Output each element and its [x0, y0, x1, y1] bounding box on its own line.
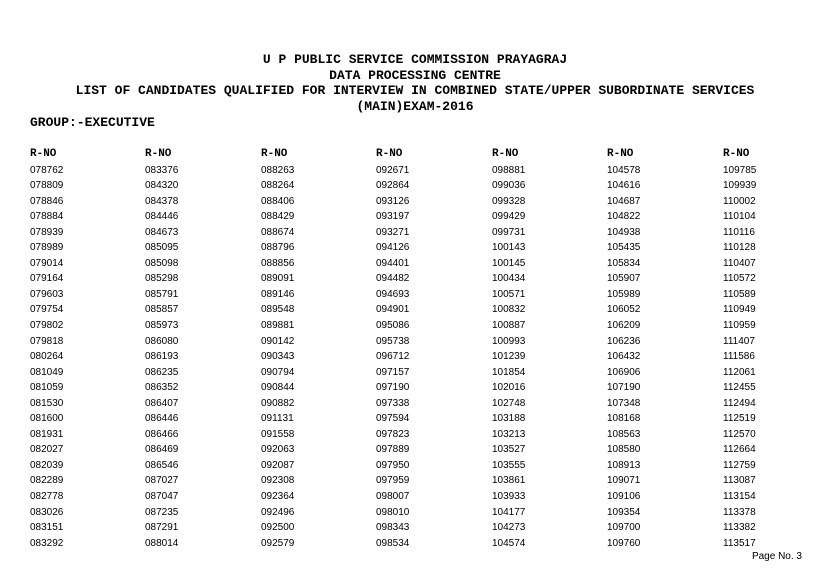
roll-number-cell: 108580: [607, 444, 641, 456]
roll-number-cell: 098343: [376, 522, 410, 534]
roll-number-cell: 097594: [376, 413, 410, 425]
roll-number-cell: 083376: [145, 164, 179, 176]
roll-number-cell: 103527: [492, 444, 526, 456]
roll-number-cell: 105907: [607, 273, 641, 285]
roll-number-cell: 086469: [145, 444, 179, 456]
roll-number-cell: 103188: [492, 413, 526, 425]
roll-number-cell: 088263: [261, 164, 295, 176]
roll-number-cell: 086193: [145, 351, 179, 363]
roll-number-cell: 104687: [607, 195, 641, 207]
roll-number-cell: 106209: [607, 320, 641, 332]
roll-number-cell: 109106: [607, 491, 641, 503]
roll-number-cell: 079014: [30, 257, 64, 269]
roll-number-cell: 088429: [261, 211, 295, 223]
roll-number-cell: 106236: [607, 335, 641, 347]
roll-number-cell: 092063: [261, 444, 295, 456]
roll-number-cell: 102748: [492, 397, 526, 409]
roll-number-cell: 088674: [261, 226, 295, 238]
roll-number-cell: 079802: [30, 320, 64, 332]
column-header: R-NO: [376, 148, 403, 160]
roll-number-cell: 092364: [261, 491, 295, 503]
roll-number-cell: 100832: [492, 304, 526, 316]
roll-number-column: [492, 147, 525, 551]
roll-number-cell: 088264: [261, 180, 295, 192]
roll-number-column: [261, 147, 294, 551]
roll-number-cell: 094693: [376, 288, 410, 300]
roll-number-cell: 094126: [376, 242, 410, 254]
roll-number-cell: 078989: [30, 242, 64, 254]
roll-number-cell: 097190: [376, 382, 410, 394]
roll-number-cell: 104273: [492, 522, 526, 534]
roll-number-cell: 078809: [30, 180, 64, 192]
roll-number-cell: 086546: [145, 459, 179, 471]
roll-number-cell: 113378: [723, 506, 756, 518]
roll-number-cell: 110002: [723, 195, 756, 207]
roll-number-cell: 083026: [30, 506, 64, 518]
roll-number-cell: 112759: [723, 459, 756, 471]
roll-number-cell: 089548: [261, 304, 295, 316]
roll-number-column: [723, 147, 756, 551]
roll-number-cell: 082039: [30, 459, 64, 471]
roll-number-cell: 088856: [261, 257, 295, 269]
roll-number-cell: 099328: [492, 195, 526, 207]
roll-number-cell: 113087: [723, 475, 756, 487]
roll-number-cell: 109760: [607, 537, 641, 549]
roll-number-cell: 085098: [145, 257, 179, 269]
column-header: R-NO: [261, 148, 288, 160]
roll-number-cell: 110572: [723, 273, 756, 285]
roll-number-cell: 099429: [492, 211, 526, 223]
roll-number-cell: 099731: [492, 226, 526, 238]
roll-number-cell: 105989: [607, 288, 641, 300]
commission-title: U P PUBLIC SERVICE COMMISSION PRAYAGRAJ: [262, 52, 568, 67]
roll-number-cell: 090343: [261, 351, 295, 363]
roll-number-cell: 093271: [376, 226, 410, 238]
roll-number-cell: 086407: [145, 397, 179, 409]
roll-number-column: [376, 147, 409, 551]
roll-number-cell: 100571: [492, 288, 526, 300]
roll-number-cell: 078762: [30, 164, 64, 176]
column-header: R-NO: [492, 148, 519, 160]
roll-number-cell: 110407: [723, 257, 756, 269]
roll-number-cell: 111407: [723, 335, 755, 347]
column-header: R-NO: [607, 148, 634, 160]
roll-number-cell: 083151: [30, 522, 64, 534]
roll-number-cell: 092496: [261, 506, 295, 518]
roll-number-cell: 108563: [607, 428, 641, 440]
roll-number-cell: 103555: [492, 459, 526, 471]
roll-number-cell: 099036: [492, 180, 526, 192]
roll-number-cell: 104574: [492, 537, 526, 549]
roll-number-cell: 100434: [492, 273, 526, 285]
roll-number-cell: 100887: [492, 320, 526, 332]
roll-number-cell: 089091: [261, 273, 295, 285]
roll-number-cell: 098534: [376, 537, 410, 549]
roll-number-cell: 078939: [30, 226, 64, 238]
roll-number-cell: 092087: [261, 459, 295, 471]
roll-number-cell: 096712: [376, 351, 410, 363]
roll-number-cell: 086080: [145, 335, 179, 347]
document-header: [0, 52, 830, 114]
roll-number-cell: 081530: [30, 397, 64, 409]
roll-number-cell: 078846: [30, 195, 64, 207]
roll-number-cell: 089881: [261, 320, 295, 332]
roll-number-cell: 100993: [492, 335, 526, 347]
roll-number-cell: 098007: [376, 491, 410, 503]
column-header: R-NO: [723, 148, 750, 160]
roll-number-cell: 097889: [376, 444, 410, 456]
roll-number-cell: 101854: [492, 366, 526, 378]
roll-number-cell: 104616: [607, 180, 641, 192]
roll-number-cell: 091131: [261, 413, 294, 425]
roll-number-cell: 100145: [492, 257, 526, 269]
roll-number-cell: 113382: [723, 522, 756, 534]
roll-number-cell: 110116: [723, 226, 755, 238]
centre-title: DATA PROCESSING CENTRE: [329, 67, 501, 83]
roll-number-cell: 106432: [607, 351, 641, 363]
roll-number-cell: 110104: [723, 211, 756, 223]
roll-number-cell: 085973: [145, 320, 179, 332]
roll-number-cell: 110959: [723, 320, 756, 332]
roll-number-cell: 106052: [607, 304, 641, 316]
roll-number-cell: 078884: [30, 211, 64, 223]
roll-number-cell: 090794: [261, 366, 295, 378]
roll-number-cell: 106906: [607, 366, 641, 378]
roll-number-cell: 079164: [30, 273, 64, 285]
roll-number-cell: 109700: [607, 522, 641, 534]
roll-number-column: [145, 147, 178, 551]
roll-number-cell: 104938: [607, 226, 641, 238]
roll-number-cell: 097338: [376, 397, 410, 409]
roll-number-cell: 110589: [723, 288, 756, 300]
roll-number-cell: 098010: [376, 506, 410, 518]
roll-number-cell: 088406: [261, 195, 295, 207]
roll-number-cell: 085298: [145, 273, 179, 285]
roll-number-cell: 086446: [145, 413, 179, 425]
roll-number-cell: 087291: [145, 522, 179, 534]
roll-number-cell: 090844: [261, 382, 295, 394]
roll-number-cell: 092308: [261, 475, 295, 487]
roll-number-cell: 095086: [376, 320, 410, 332]
roll-number-column: [607, 147, 640, 551]
roll-number-cell: 088014: [145, 537, 179, 549]
roll-number-cell: 104177: [492, 506, 526, 518]
roll-number-cell: 083292: [30, 537, 64, 549]
roll-number-cell: 110128: [723, 242, 756, 254]
roll-number-cell: 092671: [376, 164, 410, 176]
roll-number-cell: 111586: [723, 351, 755, 363]
roll-number-cell: 081059: [30, 382, 64, 394]
roll-number-cell: 085095: [145, 242, 179, 254]
roll-number-cell: 084446: [145, 211, 179, 223]
roll-number-cell: 101239: [492, 351, 526, 363]
roll-number-cell: 081600: [30, 413, 64, 425]
roll-number-cell: 090142: [261, 335, 295, 347]
roll-number-cell: 093197: [376, 211, 410, 223]
roll-number-cell: 112519: [723, 413, 756, 425]
roll-number-cell: 094901: [376, 304, 410, 316]
roll-number-cell: 092864: [376, 180, 410, 192]
roll-number-cell: 104822: [607, 211, 641, 223]
roll-number-cell: 103861: [492, 475, 526, 487]
roll-number-cell: 113154: [723, 491, 756, 503]
roll-number-cell: 105435: [607, 242, 641, 254]
roll-number-cell: 087235: [145, 506, 179, 518]
roll-number-cell: 109939: [723, 180, 757, 192]
roll-number-cell: 084378: [145, 195, 179, 207]
roll-number-cell: 112494: [723, 397, 756, 409]
roll-number-cell: 098881: [492, 164, 526, 176]
roll-number-cell: 100143: [492, 242, 526, 254]
roll-number-cell: 103933: [492, 491, 526, 503]
roll-number-cell: 094401: [376, 257, 410, 269]
roll-number-cell: 088796: [261, 242, 295, 254]
roll-number-cell: 084320: [145, 180, 179, 192]
roll-number-cell: 112455: [723, 382, 756, 394]
roll-number-cell: 079603: [30, 288, 64, 300]
roll-number-cell: 080264: [30, 351, 64, 363]
roll-number-cell: 095738: [376, 335, 410, 347]
roll-number-cell: 097157: [376, 366, 410, 378]
roll-number-cell: 092500: [261, 522, 295, 534]
roll-number-cell: 110949: [723, 304, 756, 316]
roll-number-column: [30, 147, 63, 551]
column-header: R-NO: [30, 148, 57, 160]
roll-number-cell: 086352: [145, 382, 179, 394]
roll-number-cell: 103213: [492, 428, 526, 440]
roll-number-cell: 090882: [261, 397, 295, 409]
roll-number-cell: 093126: [376, 195, 410, 207]
roll-number-cell: 107348: [607, 397, 641, 409]
roll-number-cell: 108168: [607, 413, 641, 425]
roll-number-cell: 094482: [376, 273, 410, 285]
roll-number-cell: 105834: [607, 257, 641, 269]
roll-number-cell: 107190: [607, 382, 641, 394]
roll-number-cell: 082027: [30, 444, 64, 456]
roll-number-cell: 097950: [376, 459, 410, 471]
roll-number-cell: 085791: [145, 288, 179, 300]
roll-number-cell: 109354: [607, 506, 641, 518]
roll-number-cell: 081049: [30, 366, 64, 378]
roll-number-cell: 102016: [492, 382, 526, 394]
page-number: Page No. 3: [751, 551, 802, 562]
roll-number-cell: 108913: [607, 459, 641, 471]
roll-number-cell: 097959: [376, 475, 410, 487]
list-title: LIST OF CANDIDATES QUALIFIED FOR INTERVIEW IN COMBINED STATE/UPPER SUBORDINATE SERVICES: [75, 83, 755, 98]
roll-number-cell: 084673: [145, 226, 179, 238]
roll-number-cell: 091558: [261, 428, 295, 440]
roll-number-cell: 087027: [145, 475, 179, 487]
column-header: R-NO: [145, 148, 172, 160]
exam-title: (MAIN)EXAM-2016: [356, 98, 474, 114]
roll-number-cell: 112570: [723, 428, 756, 440]
roll-number-cell: 079818: [30, 335, 64, 347]
roll-number-cell: 092579: [261, 537, 295, 549]
roll-number-cell: 086235: [145, 366, 179, 378]
roll-number-cell: 079754: [30, 304, 64, 316]
roll-number-cell: 087047: [145, 491, 179, 503]
roll-number-cell: 113517: [723, 537, 756, 549]
roll-number-cell: 085857: [145, 304, 179, 316]
roll-number-cell: 104578: [607, 164, 641, 176]
roll-number-cell: 089146: [261, 288, 295, 300]
roll-number-cell: 081931: [30, 428, 64, 440]
roll-number-cell: 082778: [30, 491, 64, 503]
group-label: GROUP:-EXECUTIVE: [30, 115, 155, 130]
roll-number-cell: 086466: [145, 428, 179, 440]
roll-number-cell: 097823: [376, 428, 410, 440]
roll-number-cell: 112061: [723, 366, 756, 378]
roll-number-cell: 109071: [607, 475, 641, 487]
roll-number-cell: 112664: [723, 444, 756, 456]
roll-number-cell: 082289: [30, 475, 64, 487]
roll-number-cell: 109785: [723, 164, 757, 176]
